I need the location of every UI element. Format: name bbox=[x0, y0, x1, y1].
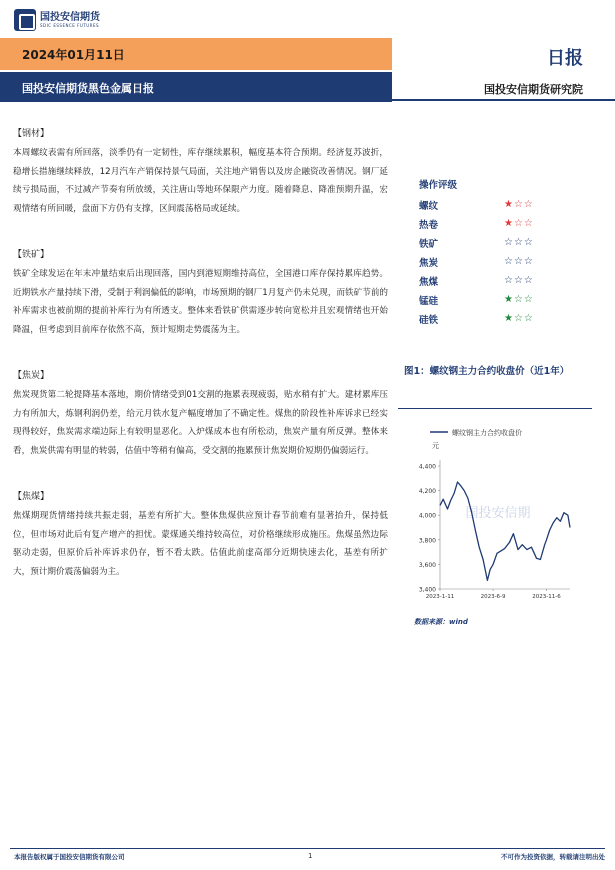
report-type: 日报 bbox=[547, 48, 583, 69]
section-iron-ore bbox=[13, 246, 388, 339]
figure-divider bbox=[398, 408, 592, 409]
section-text: 焦煤期现货情绪持续共振走弱，基差有所扩大。整体焦煤供应预计春节前难有显著抬升，保持低位，但市场对此后有复产增产的担忧。蒙煤通关维持较高位，对价格继续形成施压。焦煤虽然边际驱动走弱，但原价后补库诉求仍存，暂不看太跌。估值此前虚高部分近期快速去化，基差有所扩大，预计期价震荡偏弱为主。 bbox=[13, 511, 388, 577]
rating-product: 焦炭 bbox=[419, 257, 439, 269]
rating-stars: ☆☆☆ bbox=[504, 237, 534, 248]
data-source: 数据来源：wind bbox=[414, 618, 468, 626]
x-tick-label: 2023-1-11 bbox=[425, 594, 455, 600]
institute-name: 国投安信期货研究院 bbox=[484, 83, 583, 96]
rating-row bbox=[419, 290, 534, 309]
y-tick-label: 3,800 bbox=[418, 537, 436, 545]
section-coke bbox=[13, 367, 388, 460]
report-title: 国投安信期货黑色金属日报 bbox=[22, 82, 154, 95]
y-tick-label: 3,600 bbox=[418, 561, 436, 569]
logo-name-cn: 国投安信期货 bbox=[40, 11, 100, 23]
y-axis-unit: 元 bbox=[432, 442, 439, 450]
section-title: 【焦煤】 bbox=[13, 492, 50, 502]
page-number: 1 bbox=[308, 852, 313, 860]
section-title: 【焦炭】 bbox=[13, 371, 50, 381]
rating-title: 操作评级 bbox=[419, 180, 458, 191]
y-tick-label: 4,000 bbox=[418, 512, 436, 520]
section-title: 【铁矿】 bbox=[13, 250, 50, 260]
rating-product: 焦煤 bbox=[419, 276, 439, 288]
rating-stars: ☆☆☆ bbox=[504, 275, 534, 286]
header-divider bbox=[392, 99, 615, 101]
x-tick-label: 2023-11-6 bbox=[532, 594, 561, 600]
rating-stars: ☆☆☆ bbox=[504, 256, 534, 267]
rating-row bbox=[419, 271, 534, 290]
rating-product: 硅铁 bbox=[419, 314, 439, 326]
legend-label: 螺纹钢主力合约收盘价 bbox=[452, 429, 522, 437]
rating-row bbox=[419, 252, 534, 271]
rating-stars: ★☆☆ bbox=[504, 218, 534, 229]
section-text: 铁矿全球发运在年末冲量结束后出现回落，国内到港短期维持高位，全国港口库存保持累库趋势。近期铁水产量持续下滑，受制于利润偏低的影响，市场预期的钢厂1月复产仍未兑现，而铁矿节前的补库需求也被前期的提前补库行为有所透支。整体来看铁矿供需逐步转向宽松并且宏观情绪也开始降温，但考虑到目前库存依然不高，预计短期走势震荡为主。 bbox=[13, 269, 389, 335]
rating-panel bbox=[419, 177, 534, 328]
rating-product: 螺纹 bbox=[419, 200, 439, 212]
rating-stars: ★☆☆ bbox=[504, 294, 534, 305]
company-logo bbox=[14, 9, 100, 31]
y-tick-label: 3,400 bbox=[418, 586, 436, 594]
y-tick-label: 4,400 bbox=[418, 463, 436, 471]
rating-stars: ★☆☆ bbox=[504, 199, 534, 210]
section-text: 本周螺纹表需有所回落，淡季仍有一定韧性，库存继续累积，幅度基本符合预期。经济复苏波折，稳增长措施继续释放，12月汽车产销保持景气局面，关注地产销售以及房企融资改善情况。钢厂延续亏损局面，不过减产节奏有所放缓，关注唐山等地环保限产力度。随着降息、降准预期升温，宏观情绪有所回暖，盘面下方仍有支撑，区间震荡格局或延续。 bbox=[13, 148, 388, 214]
report-date: 2024年01月11日 bbox=[22, 48, 125, 62]
rating-row bbox=[419, 309, 534, 328]
x-tick-label: 2023-6-9 bbox=[480, 594, 506, 600]
rating-row bbox=[419, 233, 534, 252]
footer-copyright: 本报告版权属于国投安信期货有限公司 bbox=[14, 853, 125, 861]
section-steel bbox=[13, 125, 388, 218]
rating-product: 锰硅 bbox=[419, 295, 439, 307]
logo-name-en: SDIC ESSENCE FUTURES bbox=[40, 22, 100, 28]
rating-product: 铁矿 bbox=[419, 238, 439, 250]
footer-disclaimer: 不可作为投资依据，转载请注明出处 bbox=[501, 853, 605, 861]
report-body bbox=[13, 125, 388, 595]
rating-row bbox=[419, 214, 534, 233]
rating-stars: ★☆☆ bbox=[504, 313, 534, 324]
rating-product: 热卷 bbox=[419, 219, 439, 231]
figure-title: 图1：螺纹钢主力合约收盘价（近1年） bbox=[404, 366, 570, 377]
logo-mark-icon bbox=[14, 9, 36, 31]
y-tick-label: 4,200 bbox=[418, 488, 436, 496]
rebar-price-chart bbox=[398, 412, 588, 612]
watermark-text: 国投安信期 bbox=[465, 506, 531, 521]
section-coking-coal bbox=[13, 488, 388, 581]
series-line bbox=[440, 482, 570, 580]
footer-divider bbox=[10, 848, 605, 849]
rating-row bbox=[419, 195, 534, 214]
section-text: 焦炭现货第二轮提降基本落地，期价情绪受到01交割的拖累表现疲弱，贴水稍有扩大。建材累库压力有所加大，炼钢利润仍差，给元月铁水复产幅度增加了不确定性。煤焦的阶段性补库诉求已经实现得较好，焦炭需求端边际上有较明显恶化。入炉煤成本也有所松动，焦炭产量有所反弹。整体来看，焦炭供需有明显的转弱，估值中等稍有偏高，受交割的拖累预计焦炭期价短期仍偏弱运行。 bbox=[13, 390, 388, 456]
section-title: 【钢材】 bbox=[13, 129, 50, 139]
